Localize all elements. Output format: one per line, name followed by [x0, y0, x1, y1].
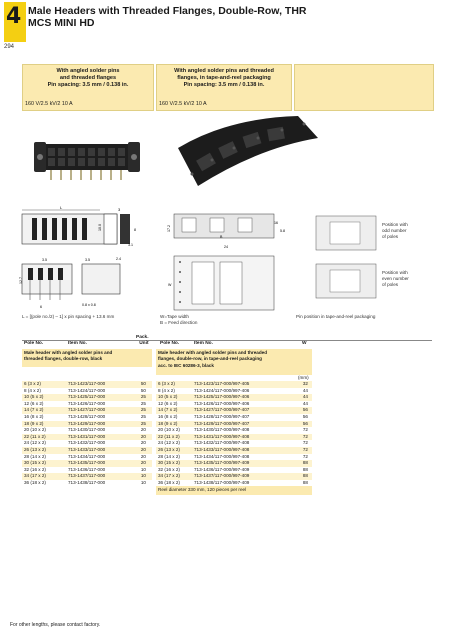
left-cell-pole: 22 (11 x 2) — [24, 433, 46, 439]
even-caption-1: Position with — [382, 270, 408, 275]
right-cell-item: 713-1431/117-000/997-408 — [194, 433, 250, 439]
right-cell-pole: 20 (10 x 2) — [158, 427, 180, 433]
right-cell-pole: 22 (11 x 2) — [158, 433, 180, 439]
dim-8: 8 — [134, 228, 136, 232]
dim-6: 6 — [40, 305, 42, 309]
left-cell-pu: 20 — [140, 460, 146, 466]
dim-16: 16 — [274, 221, 278, 225]
right-desc — [158, 350, 267, 369]
right-cell-w: 72 — [302, 427, 308, 433]
left-cell-pu: 10 — [140, 473, 146, 479]
dim-35b: 3.5 — [85, 258, 90, 262]
left-cell-item: 713-1428/117-000 — [68, 414, 106, 419]
left-cell-item: 713-1431/117-000 — [68, 433, 106, 439]
left-cell-pole: 20 (10 x 2) — [24, 427, 46, 433]
left-cell-item: 713-1433/117-000 — [68, 447, 106, 452]
tape-legend — [160, 314, 197, 326]
right-cell-w: 32 — [302, 381, 308, 386]
spec-left-line1: With angled solder pins — [56, 68, 120, 74]
spec-box-empty — [294, 64, 434, 111]
left-cell-item: 713-1436/117-000 — [68, 466, 106, 472]
dim-3: 3 — [118, 207, 121, 212]
left-cell-pole: 16 (8 x 2) — [24, 414, 44, 419]
left-cell-pole: 34 (17 x 2) — [24, 473, 46, 479]
left-cell-item: 713-1427/117-000 — [68, 407, 106, 413]
left-desc — [24, 350, 112, 363]
pack-label: Pack. — [136, 335, 149, 340]
right-cell-item: 713-1436/117-000/997-409 — [194, 466, 250, 472]
right-cell-pole: 30 (15 x 2) — [158, 460, 180, 466]
dim-10: 10.0 — [98, 224, 102, 231]
left-cell-item: 713-1437/117-000 — [68, 473, 106, 479]
right-cell-pole: 18 (9 x 2) — [158, 420, 178, 426]
tape-drawing — [164, 210, 294, 314]
left-cell-pole: 30 (15 x 2) — [24, 460, 46, 466]
unit-label: Unit — [139, 341, 149, 346]
left-col-pack — [136, 335, 149, 347]
left-cell-pu: 25 — [140, 400, 146, 406]
right-cell-item: 713-1438/117-000/997-409 — [194, 480, 250, 485]
left-cell-pole: 32 (16 x 2) — [24, 466, 46, 472]
right-cell-w: 56 — [302, 414, 308, 419]
left-cell-item: 713-1432/117-000 — [68, 440, 106, 446]
right-cell-pole: 24 (12 x 2) — [158, 440, 180, 446]
left-cell-pu: 20 — [140, 447, 146, 452]
left-cell-pole: 6 (3 x 2) — [24, 381, 41, 386]
title-line2: MCS MINI HD — [28, 17, 95, 29]
left-cell-item: 713-1429/117-000 — [68, 420, 106, 426]
right-cell-item: 713-1424/117-000/997-406 — [194, 387, 250, 393]
right-cell-w: 88 — [302, 466, 308, 472]
left-cell-pole: 8 (4 x 2) — [24, 387, 41, 393]
page-title — [28, 5, 428, 29]
footer-note: For other lengths, please contact factory. — [10, 622, 101, 628]
spec-box-right — [156, 64, 292, 111]
left-cell-pu: 25 — [140, 414, 146, 419]
dim-35a: 3.5 — [42, 258, 47, 262]
spec-left-rating: 160 V/2.5 kV/2 10 A — [25, 101, 73, 107]
pin-position-drawing — [312, 214, 382, 304]
right-cell-item: 713-1429/117-000/997-407 — [194, 420, 250, 426]
tape-width-note: W=Tape width — [160, 314, 189, 319]
even-caption-3: of poles — [382, 282, 399, 287]
right-cell-item: 713-1428/117-000/997-407 — [194, 414, 250, 419]
mm-unit: (mm) — [298, 375, 309, 380]
left-cell-item: 713-1424/117-000 — [68, 387, 106, 393]
right-cell-pole: 6 (3 x 2) — [158, 381, 175, 386]
left-cell-pu: 50 — [140, 387, 146, 393]
left-cell-pu: 20 — [140, 440, 146, 446]
right-cell-item: 713-1425/117-000/997-406 — [194, 394, 250, 400]
right-cell-w: 88 — [302, 480, 308, 485]
left-desc-1: Male header with angled solder pins and — [24, 350, 113, 355]
odd-caption-3: of poles — [382, 234, 399, 239]
pin-position-caption: Pin position in tape-and-reel packaging — [296, 314, 376, 319]
right-cell-w: 72 — [302, 453, 308, 459]
left-col-pole: Pole No. — [24, 341, 44, 346]
left-cell-pole: 12 (6 x 2) — [24, 400, 44, 406]
right-cell-item: 713-1423/117-000/997-405 — [194, 381, 250, 386]
reel-note: Reel diameter 330 mm, 120 pieces per reel — [158, 487, 247, 492]
dimension-drawing — [20, 206, 140, 314]
left-cell-pole: 14 (7 x 2) — [24, 407, 44, 413]
chapter-number: 4 — [6, 4, 22, 29]
left-desc-2: threaded flanges, double-row, black — [24, 356, 103, 362]
page-number: 294 — [4, 44, 15, 50]
right-desc-3: acc. to IEC 60286-3, black — [158, 362, 214, 368]
dim-24: 2.4 — [116, 257, 121, 261]
spec-left-line2: and threaded flanges — [59, 74, 117, 81]
right-cell-item: 713-1435/117-000/997-409 — [194, 460, 250, 466]
left-cell-pole: 28 (14 x 2) — [24, 453, 46, 459]
right-desc-2: flanges, double-row, in tape-and-reel packaging — [158, 356, 262, 362]
right-cell-pole: 10 (5 x 2) — [158, 394, 178, 400]
odd-caption-1: Position with — [382, 222, 408, 227]
right-cell-item: 713-1430/117-000/997-408 — [194, 427, 250, 433]
right-cell-item: 713-1433/117-000/997-408 — [194, 447, 250, 452]
left-cell-item: 713-1426/117-000 — [68, 400, 106, 406]
right-cell-w: 88 — [302, 460, 308, 466]
spec-left-line3: Pin spacing: 3.5 mm / 0.138 in. — [47, 81, 129, 88]
left-cell-item: 713-1438/117-000 — [68, 480, 106, 485]
length-formula: L = [(pole no./2) – 1] x pin spacing + 13.6 mm — [22, 314, 115, 319]
right-cell-pole: 16 (8 x 2) — [158, 414, 178, 419]
left-cell-item: 713-1430/117-000 — [68, 427, 106, 433]
spec-right-line1: With angled solder pins and threaded — [174, 68, 274, 74]
left-cell-item: 713-1434/117-000 — [68, 453, 106, 459]
spec-right-line3: Pin spacing: 3.5 mm / 0.138 in. — [183, 81, 265, 88]
dim-24b: 24 — [224, 245, 228, 249]
feed-direction-note: B = Feed direction — [160, 320, 198, 325]
odd-poles-caption — [382, 222, 408, 240]
spec-box-left — [22, 64, 154, 111]
right-col-item: Item No. — [194, 341, 213, 346]
right-cell-item: 713-1427/117-000/997-407 — [194, 407, 250, 413]
right-cell-pole: 14 (7 x 2) — [158, 407, 178, 413]
dim-B: B — [220, 235, 223, 239]
right-cell-w: 44 — [302, 400, 308, 406]
right-cell-item: 713-1432/117-000/997-408 — [194, 440, 250, 446]
left-cell-pu: 50 — [140, 381, 146, 386]
dim-L: L — [60, 205, 63, 210]
right-cell-pole: 28 (14 x 2) — [158, 453, 180, 459]
right-cell-pole: 26 (13 x 2) — [158, 447, 180, 452]
right-col-w: W — [302, 341, 307, 346]
spec-right-line2: flanges, in tape-and-reel packaging — [177, 74, 271, 81]
right-cell-w: 56 — [302, 407, 308, 413]
left-cell-pu: 10 — [140, 480, 146, 485]
right-cell-w: 56 — [302, 420, 308, 426]
header-photo — [20, 112, 160, 202]
right-col-pole: Pole No. — [160, 341, 180, 346]
left-cell-pole: 36 (18 x 2) — [24, 480, 46, 485]
even-poles-caption — [382, 270, 409, 288]
right-cell-pole: 8 (4 x 2) — [158, 387, 175, 393]
left-cell-pu: 25 — [140, 420, 146, 426]
left-col-item: Item No. — [68, 341, 87, 346]
left-cell-pu: 25 — [140, 407, 146, 413]
left-cell-item: 713-1435/117-000 — [68, 460, 106, 466]
left-cell-pu: 25 — [140, 394, 146, 400]
right-cell-pole: 34 (17 x 2) — [158, 473, 180, 479]
left-cell-pu: 20 — [140, 427, 146, 433]
left-cell-pole: 18 (9 x 2) — [24, 420, 44, 426]
spec-right-rating: 160 V/2.5 kV/2 10 A — [159, 101, 207, 107]
right-cell-pole: 32 (16 x 2) — [158, 466, 180, 472]
right-desc-1: Male header with angled solder pins and threaded — [158, 350, 267, 355]
title-line1: Male Headers with Threaded Flanges, Double-Row, THR — [28, 5, 307, 17]
right-cell-item: 713-1426/117-000/997-406 — [194, 400, 250, 406]
right-cell-w: 88 — [302, 473, 308, 479]
right-cell-w: 72 — [302, 447, 308, 452]
left-cell-pu: 10 — [140, 466, 146, 472]
right-cell-w: 72 — [302, 433, 308, 439]
dim-W: W — [168, 283, 172, 287]
right-cell-pole: 12 (6 x 2) — [158, 400, 178, 406]
dim-172: 17.2 — [167, 225, 171, 232]
tape-reel-photo — [168, 108, 328, 203]
right-cell-w: 44 — [302, 394, 308, 400]
left-cell-pole: 26 (13 x 2) — [24, 447, 46, 452]
right-cell-w: 44 — [302, 387, 308, 393]
odd-caption-2: odd number — [382, 228, 407, 233]
left-cell-pole: 24 (12 x 2) — [24, 440, 46, 446]
right-cell-item: 713-1434/117-000/997-408 — [194, 453, 250, 459]
right-cell-pole: 36 (18 x 2) — [158, 480, 180, 485]
left-cell-pu: 20 — [140, 453, 146, 459]
left-cell-item: 713-1425/117-000 — [68, 394, 106, 400]
dim-08: 0.8 x 0.8 — [82, 303, 96, 307]
dim-58: 5.8 — [280, 229, 285, 233]
right-cell-item: 713-1437/117-000/997-409 — [194, 473, 250, 479]
left-cell-pu: 20 — [140, 433, 146, 439]
dim-31: 3.1 — [128, 243, 133, 247]
dim-127: 12.7 — [19, 277, 23, 284]
left-cell-pole: 10 (5 x 2) — [24, 394, 44, 400]
even-caption-2: even number — [382, 276, 409, 281]
right-cell-w: 72 — [302, 440, 308, 446]
left-cell-item: 713-1423/117-000 — [68, 381, 106, 386]
